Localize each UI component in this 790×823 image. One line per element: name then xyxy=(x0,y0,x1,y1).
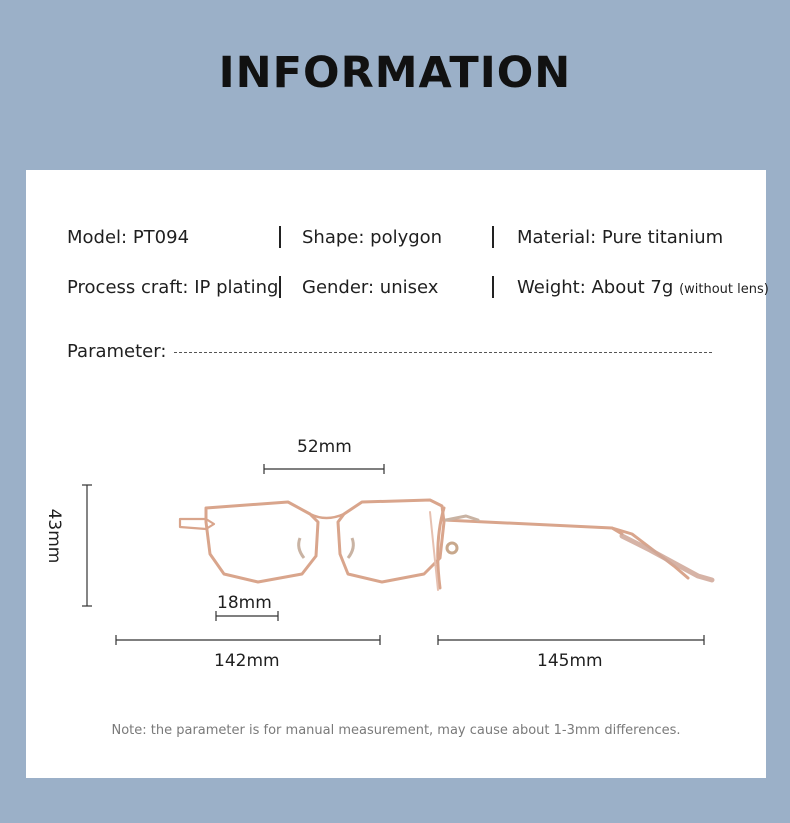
spec-model: Model: PT094 xyxy=(67,227,190,248)
lens-width-dimension-line xyxy=(264,464,384,474)
frame-width-label: 142mm xyxy=(214,651,280,671)
info-card xyxy=(26,170,769,778)
glasses-side-temple xyxy=(430,508,712,590)
spec-material: Material: Pure titanium xyxy=(517,227,724,248)
temple-length-dimension-line xyxy=(438,635,704,645)
frame-width-dimension-line xyxy=(116,635,380,645)
spec-weight-note: (without lens) xyxy=(679,282,769,297)
bridge-label: 18mm xyxy=(217,593,272,613)
glasses-illustration xyxy=(26,170,766,778)
spec-gender: Gender: unisex xyxy=(302,277,439,298)
lens-height-label: 43mm xyxy=(44,508,64,564)
temple-length-label: 145mm xyxy=(537,651,603,671)
measurement-note: Note: the parameter is for manual measurement, may cause about 1-3mm differences. xyxy=(111,723,681,738)
spec-process: Process craft: IP plating xyxy=(67,277,279,298)
lens-width-label: 52mm xyxy=(297,437,352,457)
lens-height-dimension-line xyxy=(82,485,92,606)
spec-weight-value: Weight: About 7g xyxy=(517,277,674,298)
spec-shape: Shape: polygon xyxy=(302,227,443,248)
glasses-front-frame xyxy=(180,500,444,582)
parameter-label: Parameter: xyxy=(67,341,167,362)
page-title: INFORMATION xyxy=(218,48,572,98)
